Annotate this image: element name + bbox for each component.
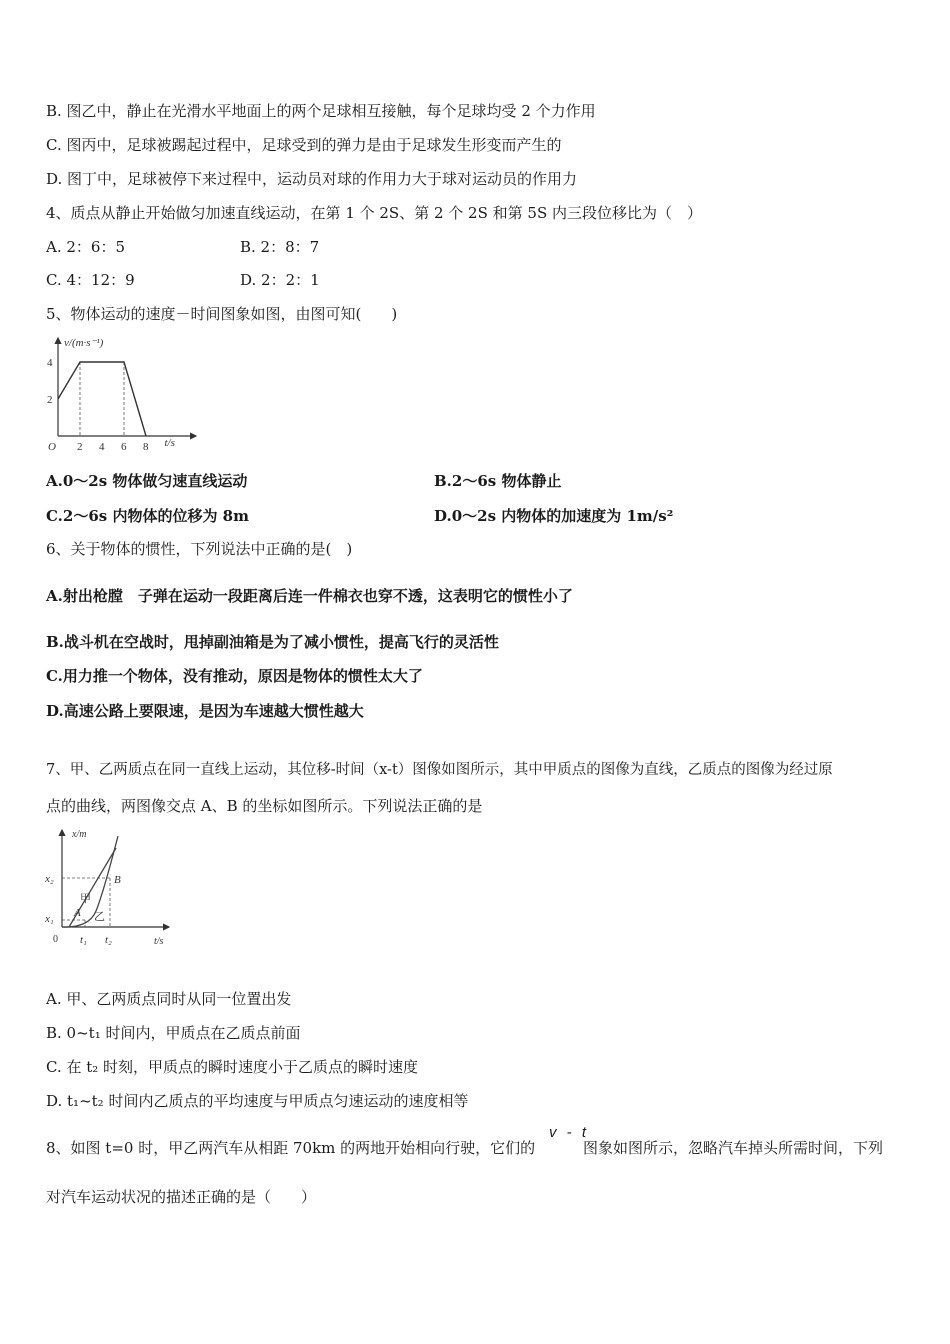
q5-vt-graph	[44, 332, 204, 457]
q5-xtick-label: 6	[121, 441, 127, 453]
q7-xtick-t2: t₂	[105, 934, 112, 946]
q6-stem: 6、关于物体的惯性，下列说法中正确的是( )	[46, 540, 353, 558]
q4-option-c: C. 4：12：9	[46, 271, 135, 289]
q5-option-b: B.2～6s 物体静止	[434, 472, 562, 490]
q5-velocity-line	[58, 362, 146, 436]
q6-option-b: B.战斗机在空战时，甩掉副油箱是为了减小惯性，提高飞行的灵活性	[46, 633, 499, 651]
q8-vt-symbol: v - t	[549, 1124, 589, 1141]
q4-option-b: B. 2：8：7	[240, 238, 320, 256]
q7-ytick-x2: x₂	[45, 873, 54, 885]
q5-xtick-label: 4	[99, 441, 105, 453]
q6-option-a: A.射出枪膛 子弹在运动一段距离后连一件棉衣也穿不透，这表明它的惯性小了	[46, 587, 573, 605]
q8-stem-part2: 图象如图所示，忽略汽车掉头所需时间，下列	[583, 1139, 884, 1157]
q7-ytick-x1: x₁	[45, 913, 54, 925]
q7-ylabel: x/m	[72, 829, 87, 840]
q5-option-d: D.0～2s 内物体的加速度为 1m/s²	[434, 507, 674, 525]
q6-option-c: C.用力推一个物体，没有推动，原因是物体的惯性太大了	[46, 667, 423, 685]
q5-option-a: A.0～2s 物体做匀速直线运动	[46, 472, 248, 490]
q7-point-b: B	[114, 874, 121, 886]
q7-xlabel: t/s	[154, 936, 164, 947]
q7-stem-line1: 7、甲、乙两质点在同一直线上运动，其位移-时间（x-t）图像如图所示，其中甲质点的图像为直线，乙质点的图像为经过原	[46, 762, 833, 778]
q7-option-a: A. 甲、乙两质点同时从同一位置出发	[46, 990, 292, 1008]
q8-stem-part1: 8、如图 t=0 时，甲乙两汽车从相距 70km 的两地开始相向行驶，它们的	[46, 1139, 536, 1157]
q5-ytick-label: 4	[47, 357, 53, 369]
q3-option-c: C. 图丙中，足球被踢起过程中，足球受到的弹力是由于足球发生形变而产生的	[46, 136, 562, 154]
q3-option-b: B. 图乙中，静止在光滑水平地面上的两个足球相互接触，每个足球均受 2 个力作用	[46, 102, 596, 120]
q7-xt-svg	[44, 826, 184, 952]
q5-vt-svg	[44, 332, 204, 457]
q7-option-c: C. 在 t₂ 时刻，甲质点的瞬时速度小于乙质点的瞬时速度	[46, 1058, 419, 1076]
q5-xlabel: t/s	[164, 437, 175, 449]
q7-option-d: D. t₁~t₂ 时间内乙质点的平均速度与甲质点匀速运动的速度相等	[46, 1092, 469, 1110]
q5-ytick-label: 2	[47, 394, 53, 406]
q7-stem-line2: 点的曲线，两图像交点 A、B 的坐标如图所示。下列说法正确的是	[46, 797, 483, 815]
q5-origin-label: O	[48, 441, 56, 453]
q3-option-d: D. 图丁中，足球被停下来过程中，运动员对球的作用力大于球对运动员的作用力	[46, 170, 578, 188]
q7-option-b: B. 0~t₁ 时间内，甲质点在乙质点前面	[46, 1024, 301, 1042]
q8-stem-line2: 对汽车运动状况的描述正确的是（ ）	[46, 1188, 317, 1206]
q5-ylabel: v/(m·s⁻¹)	[64, 337, 104, 349]
q6-option-d: D.高速公路上要限速，是因为车速越大惯性越大	[46, 702, 364, 720]
q7-series-jia: 甲	[80, 893, 91, 905]
q7-point-a: A	[74, 907, 81, 919]
q4-stem: 4、质点从静止开始做匀加速直线运动，在第 1 个 2S、第 2 个 2S 和第 5S 内三段位移比为（ ）	[46, 204, 703, 222]
q7-origin-label: 0	[53, 934, 58, 945]
q5-stem: 5、物体运动的速度－时间图象如图，由图可知( )	[46, 305, 398, 323]
q4-option-a: A. 2：6：5	[46, 238, 125, 256]
q7-xtick-t1: t₁	[80, 934, 87, 946]
q5-xtick-label: 2	[77, 441, 83, 453]
q7-xt-graph	[44, 826, 184, 952]
q5-option-c: C.2～6s 内物体的位移为 8m	[46, 507, 249, 525]
q5-xtick-label: 8	[143, 441, 149, 453]
q4-option-d: D. 2：2：1	[240, 271, 320, 289]
q7-series-yi: 乙	[94, 911, 105, 923]
